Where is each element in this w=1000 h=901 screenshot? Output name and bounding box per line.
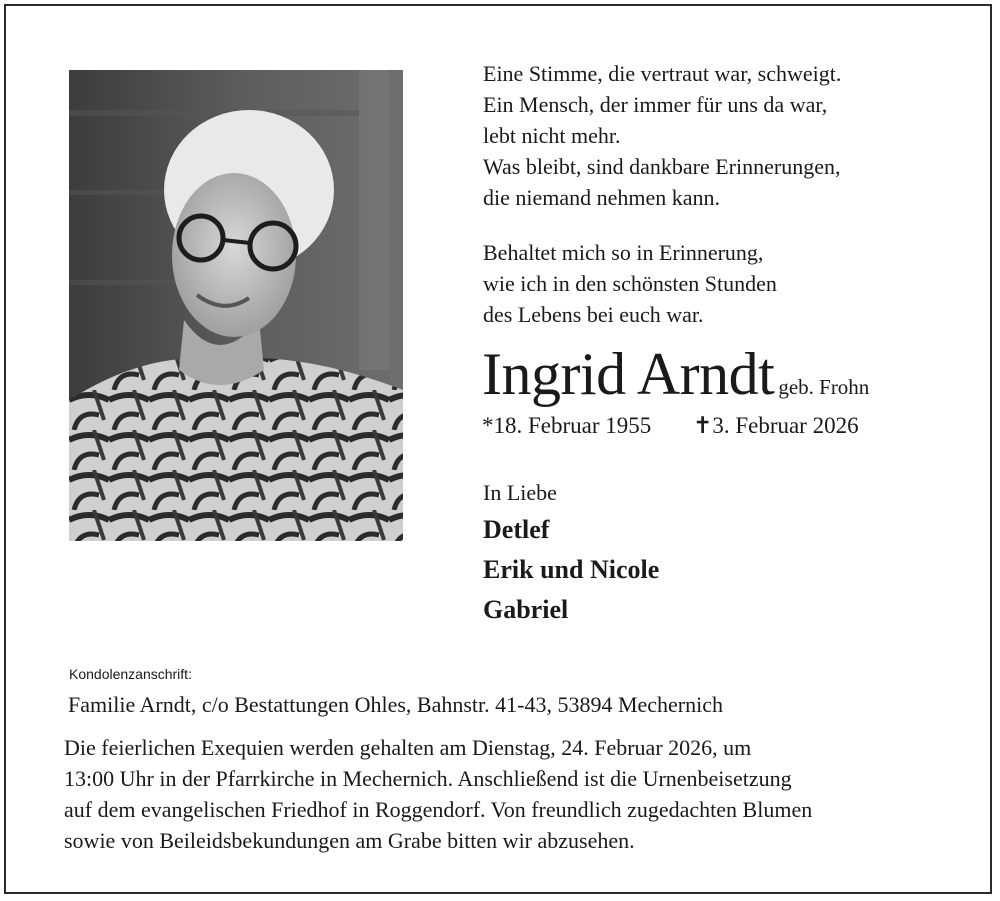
deceased-name-row [482, 340, 869, 409]
death-date: 3. Februar 2026 [712, 413, 859, 438]
poem-line: die niemand nehmen kann. [483, 185, 721, 210]
portrait-illustration [69, 70, 403, 541]
death-cross-icon: ✝ [693, 413, 713, 438]
poem-line: Was bleibt, sind dankbare Erinnerungen, [483, 154, 841, 179]
mourners-intro: In Liebe [483, 480, 557, 505]
portrait-photo [69, 70, 403, 541]
service-line: Die feierlichen Exequien werden gehalten am Dienstag, 24. Februar 2026, um [64, 735, 752, 760]
mourner-name: Erik und Nicole [483, 555, 660, 584]
life-dates [482, 413, 859, 439]
poem-line: Ein Mensch, der immer für uns da war, [483, 92, 828, 117]
birth-date: 18. Februar 1955 [493, 413, 652, 438]
condolence-label: Kondolenzanschrift: [69, 666, 192, 682]
condolence-address: Familie Arndt, c/o Bestattungen Ohles, Bahnstr. 41-43, 53894 Mechernich [68, 692, 724, 717]
service-notice [64, 732, 944, 856]
service-line: auf dem evangelischen Friedhof in Roggendorf. Von freundlich zugedachten Blumen [64, 797, 813, 822]
poem-line: Eine Stimme, die vertraut war, schweigt. [483, 61, 842, 86]
deceased-name: Ingrid Arndt [482, 341, 775, 407]
mourner-name: Gabriel [483, 595, 569, 624]
poem-stanza-2 [483, 237, 953, 330]
poem-line: des Lebens bei euch war. [483, 302, 704, 327]
service-line: 13:00 Uhr in der Pfarrkirche in Mechernich. Anschließend ist die Urnenbeisetzung [64, 766, 792, 791]
poem-line: Behaltet mich so in Erinnerung, [483, 240, 764, 265]
birth-star-icon: * [482, 413, 494, 438]
service-line: sowie von Beileidsbekundungen am Grabe bitten wir abzusehen. [64, 828, 635, 853]
mourner-name: Detlef [483, 515, 550, 544]
mourners-list [483, 510, 659, 630]
birth-name: geb. Frohn [778, 375, 870, 399]
poem-line: wie ich in den schönsten Stunden [483, 271, 777, 296]
memorial-poem [483, 58, 953, 330]
poem-line: lebt nicht mehr. [483, 123, 621, 148]
poem-stanza-1 [483, 58, 953, 213]
